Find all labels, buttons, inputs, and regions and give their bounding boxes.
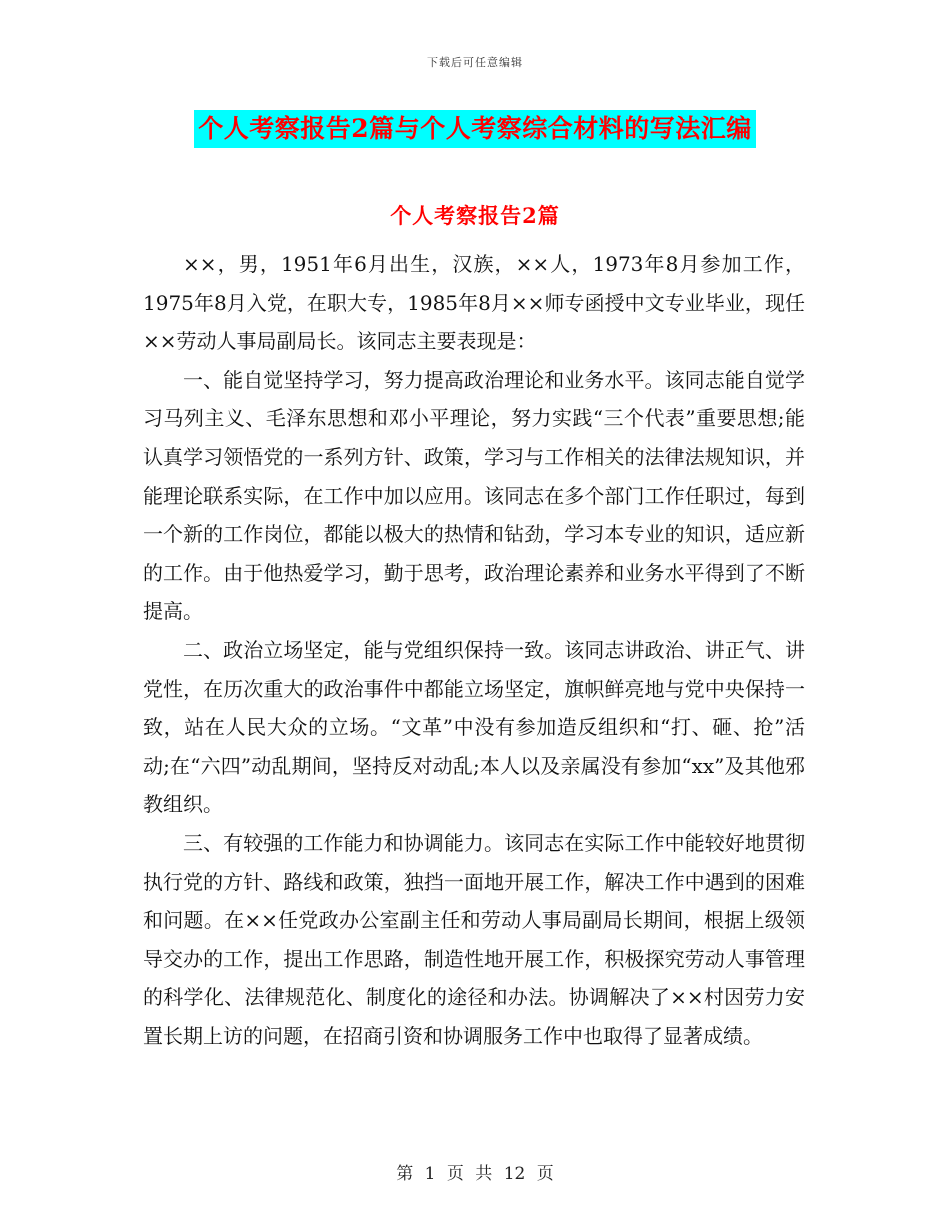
page-footer: 第 1 页 共 12 页 [396, 1164, 554, 1184]
main-title: 个人考察报告2篇与个人考察综合材料的写法汇编 [194, 110, 755, 148]
page-header-note: 下载后可任意编辑 [427, 56, 523, 69]
paragraph-study: 一、能自觉坚持学习，努力提高政治理论和业务水平。该同志能自觉学习马列主义、毛泽东思想和邓小平理论，努力实践“三个代表”重要思想;能认真学习领悟党的一系列方针、政策，学习与工作相关的法律法规知识，并能理论联系实际，在工作中加以应用。该同志在多个部门工作任职过，每到一个新的工作岗位，都能以极大的热情和钻劲，学习本专业的知识，适应新的工作。由于他热爱学习，勤于思考，政治理论素养和业务水平得到了不断提高。 [143, 367, 805, 624]
section-title: 个人考察报告2篇 [390, 203, 560, 228]
document-body [143, 245, 805, 1055]
paragraph-politics: 二、政治立场坚定，能与党组织保持一致。该同志讲政治、讲正气、讲党性，在历次重大的政治事件中都能立场坚定，旗帜鲜亮地与党中央保持一致，站在人民大众的立场。“文革”中没有参加造反组织和“打、砸、抢”活动;在“六四”动乱期间，坚持反对动乱;本人以及亲属没有参加“xx”及其他邪教组织。 [143, 637, 805, 817]
main-title-container [0, 110, 950, 148]
paragraph-intro: ××，男，1951年6月出生，汉族，××人，1973年8月参加工作，1975年8月入党，在职大专，1985年8月××师专函授中文专业毕业，现任××劳动人事局副局长。该同志主要表现是： [143, 252, 805, 354]
paragraph-ability: 三、有较强的工作能力和协调能力。该同志在实际工作中能较好地贯彻执行党的方针、路线和政策，独挡一面地开展工作，解决工作中遇到的困难和问题。在××任党政办公室副主任和劳动人事局副局长期间，根据上级领导交办的工作，提出工作思路，制造性地开展工作，积极探究劳动人事管理的科学化、法律规范化、制度化的途径和办法。协调解决了××村因劳力安置长期上访的问题，在招商引资和协调服务工作中也取得了显著成绩。 [143, 830, 805, 1048]
